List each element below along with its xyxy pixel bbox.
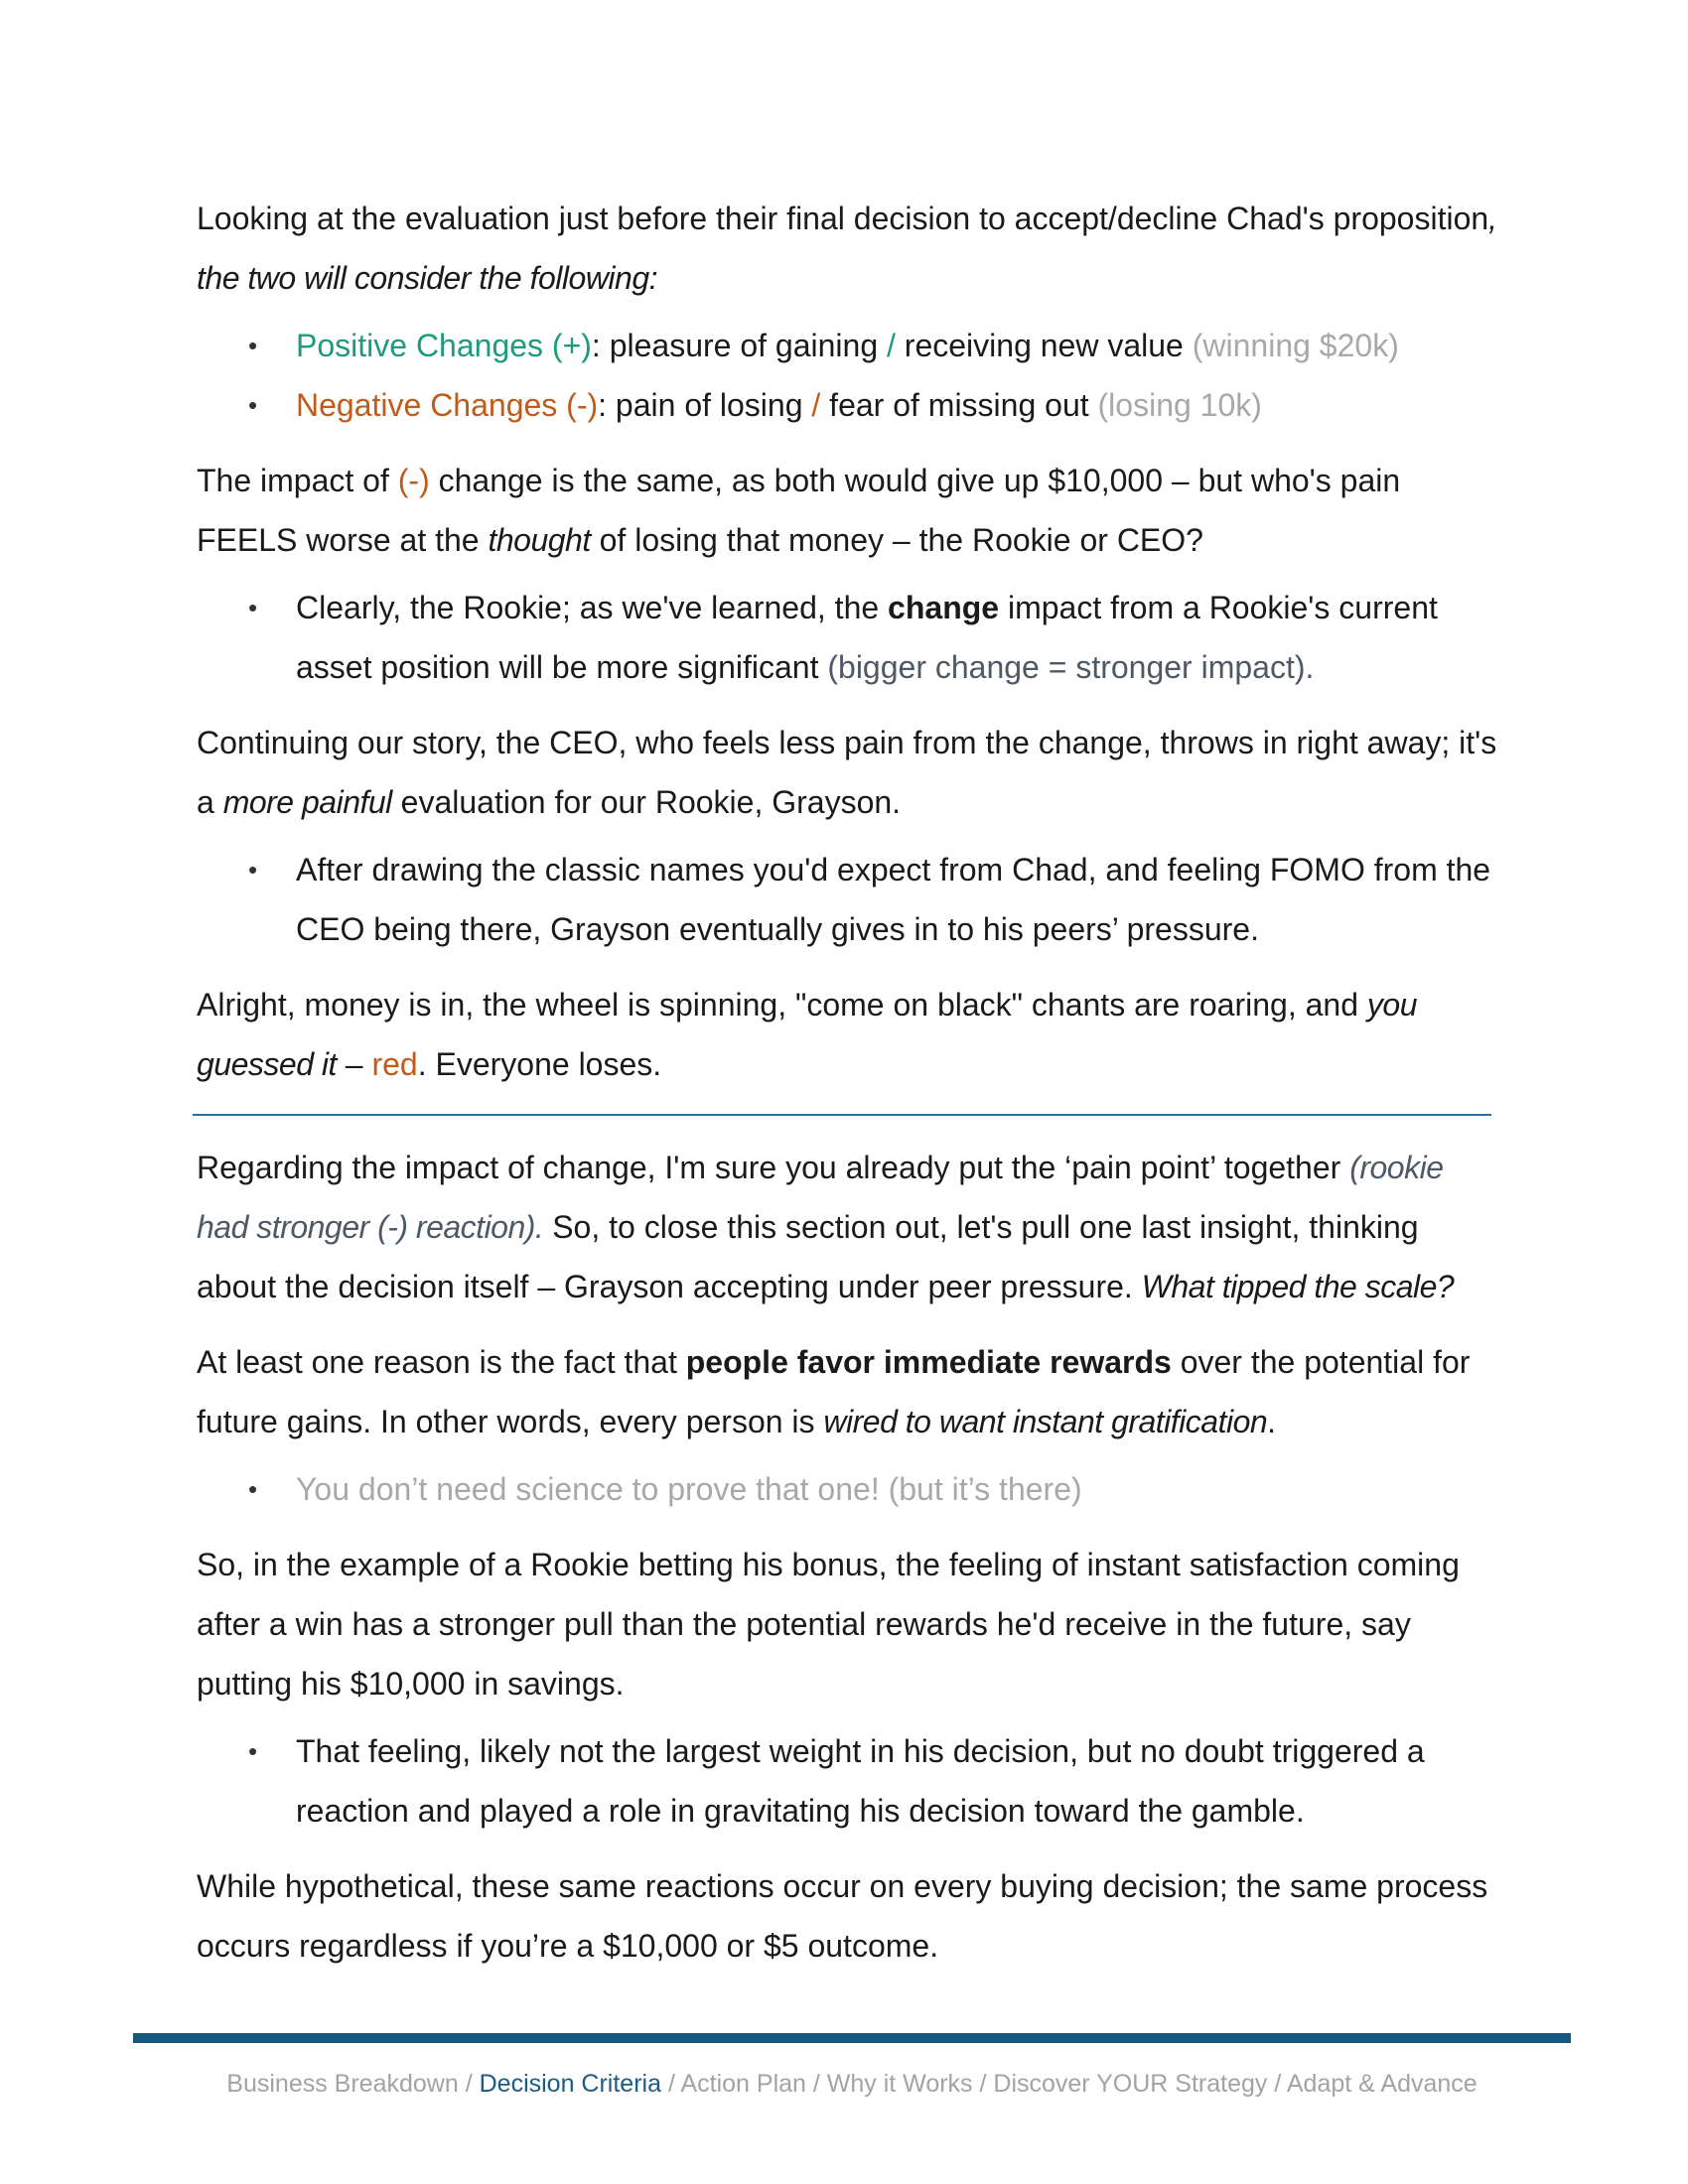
footer-separator: / <box>1267 2070 1287 2098</box>
bullet-icon: • <box>248 593 258 622</box>
list-item: • Clearly, the Rookie; as we've learned, the change impact from a Rookie's current asset position will be more significant (bigger change = stronger impact). <box>197 578 1497 697</box>
footer-link-action-plan[interactable]: Action Plan <box>680 2070 806 2098</box>
footer-separator: / <box>805 2070 827 2098</box>
bullet-icon: • <box>248 331 258 360</box>
footer-link-adapt-advance[interactable]: Adapt & Advance <box>1286 2070 1477 2098</box>
footer-breadcrumb <box>133 2070 1571 2099</box>
footer-separator: / <box>661 2070 681 2098</box>
footer-separator: / <box>972 2070 994 2098</box>
footer-bar <box>133 2033 1571 2043</box>
document-body <box>197 189 1497 1976</box>
impact-list <box>197 578 1497 697</box>
list-item-negative: • Negative Changes (-): pain of losing / fear of missing out (losing 10k) <box>197 375 1497 435</box>
story-paragraph: Continuing our story, the CEO, who feels less pain from the change, throws in right away; it's a more painful evaluation for our Rookie, Grayson. <box>197 725 1497 820</box>
regarding-paragraph: Regarding the impact of change, I'm sure you already put the ‘pain point’ together (rookie had stronger (-) reaction). So, to close this section out, let's pull one last insight, thinking about the decision itself – Grayson accepting under peer pressure. What tipped the scale? <box>197 1150 1455 1304</box>
footer-separator: / <box>458 2070 480 2098</box>
closing-paragraph: While hypothetical, these same reactions occur on every buying decision; the same process occurs regardless if you’re a $10,000 or $5 outcome. <box>197 1868 1488 1964</box>
intro-paragraph: Looking at the evaluation just before their final decision to accept/decline Chad's proposition, the two will consider the following: <box>197 201 1497 296</box>
immediate-list <box>197 1459 1497 1519</box>
example-paragraph: So, in the example of a Rookie betting his bonus, the feeling of instant satisfaction coming after a win has a stronger pull than the potential rewards he'd receive in the future, say putting his $10,000 in savings. <box>197 1547 1460 1702</box>
list-item: • After drawing the classic names you'd expect from Chad, and feeling FOMO from the CEO being there, Grayson eventually gives in to his peers’ pressure. <box>197 840 1497 959</box>
example-list <box>197 1721 1497 1841</box>
bullet-icon: • <box>248 855 258 885</box>
immediate-paragraph: At least one reason is the fact that people favor immediate rewards over the potential for future gains. In other words, every person is wired to want instant gratification. <box>197 1344 1471 1439</box>
footer-link-decision-criteria[interactable]: Decision Criteria <box>479 2070 661 2098</box>
bullet-icon: • <box>248 1736 258 1766</box>
list-item: • That feeling, likely not the largest weight in his decision, but no doubt triggered a reaction and played a role in gravitating his decision toward the gamble. <box>197 1721 1497 1841</box>
impact-paragraph: The impact of (-) change is the same, as both would give up $10,000 – but who's pain FEELS worse at the thought of losing that money – the Rookie or CEO? <box>197 463 1401 558</box>
footer-link-why-it-works[interactable]: Why it Works <box>826 2070 973 2098</box>
story-list <box>197 840 1497 959</box>
outcome-paragraph: Alright, money is in, the wheel is spinning, "come on black" chants are roaring, and you guessed it – red. Everyone loses. <box>197 987 1417 1082</box>
section-divider <box>193 1114 1491 1116</box>
changes-list <box>197 316 1497 435</box>
footer-link-discover-your-strategy[interactable]: Discover YOUR Strategy <box>993 2070 1268 2098</box>
list-item-positive: • Positive Changes (+): pleasure of gaining / receiving new value (winning $20k) <box>197 316 1497 375</box>
list-item: • You don’t need science to prove that one! (but it’s there) <box>197 1459 1497 1519</box>
bullet-icon: • <box>248 390 258 420</box>
footer-link-business-breakdown[interactable]: Business Breakdown <box>226 2070 459 2098</box>
bullet-icon: • <box>248 1474 258 1504</box>
